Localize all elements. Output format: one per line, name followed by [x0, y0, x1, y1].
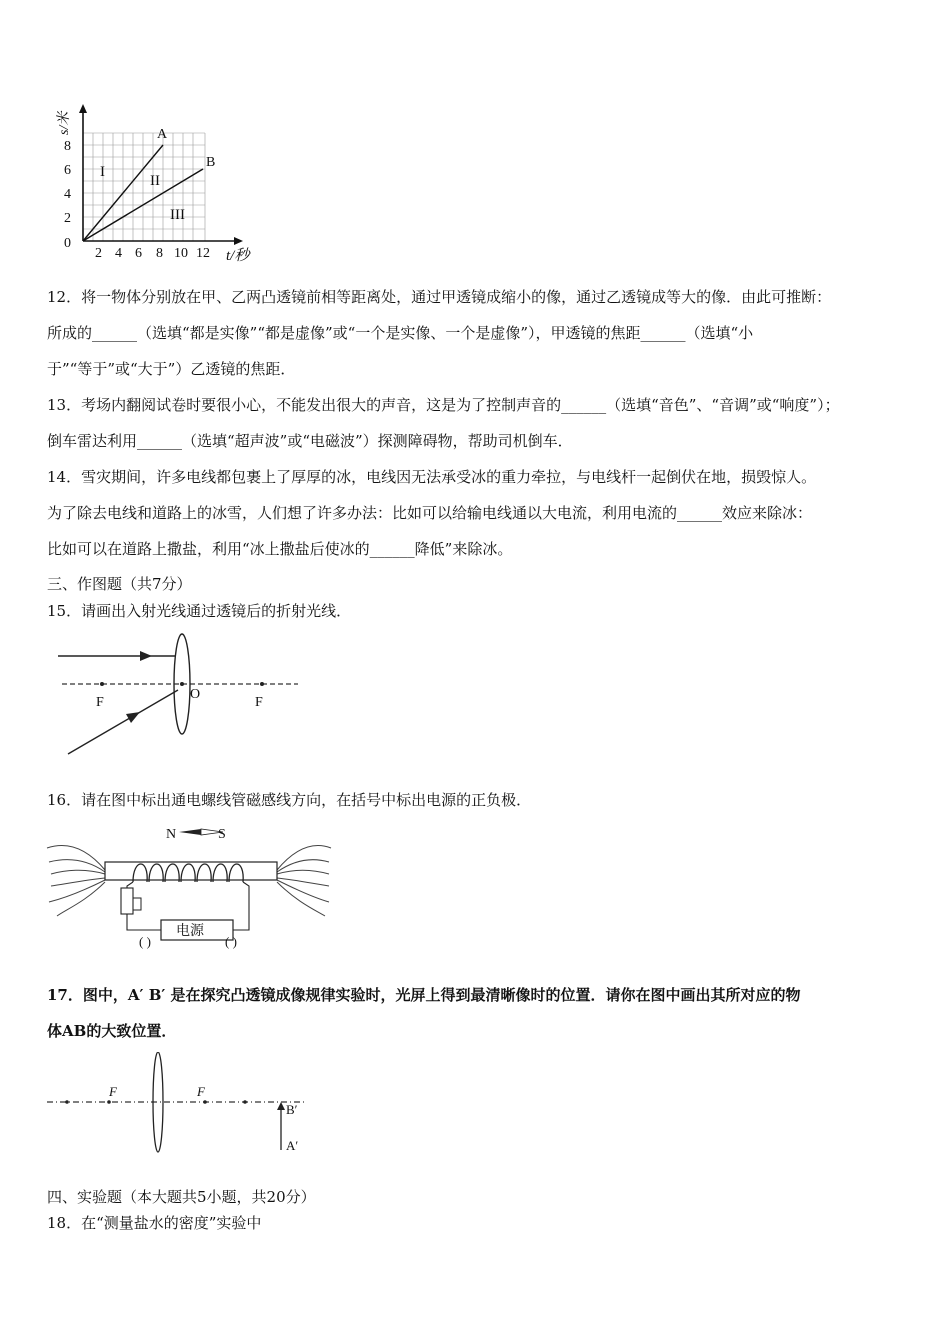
- region-3-label: III: [170, 207, 185, 223]
- q12-line-3: 于”“等于”或“大于”）乙透镜的焦距．: [47, 360, 296, 378]
- bracket-left: ( ): [139, 934, 151, 949]
- dot-far-left: [65, 1100, 69, 1104]
- field-lines-left: [47, 846, 105, 916]
- line-a-label: A: [157, 127, 168, 142]
- incident-ray-through-focus: [68, 690, 178, 754]
- line-b-label: B: [206, 155, 216, 170]
- q16-solenoid-diagram: [45, 818, 335, 958]
- label-f-right: F: [197, 1084, 205, 1099]
- q14-line-1: 14．雪灾期间，许多电线都包裹上了厚厚的冰，电线因无法承受冰的重力牵拉，与电线杆一起倒伏在地，损毁惊人。: [47, 468, 817, 486]
- label-o: O: [190, 687, 201, 702]
- label-b-prime: B′: [286, 1102, 298, 1117]
- field-lines-right: [277, 846, 331, 916]
- q15-lens-diagram: [50, 630, 310, 770]
- y-axis-label: s/米: [57, 111, 72, 135]
- x-axis-label: t/秒: [226, 248, 250, 264]
- q18-text: 18．在“测量盐水的密度”实验中: [47, 1214, 262, 1232]
- image-arrow-head: [277, 1102, 285, 1110]
- x-tick-4: 4: [115, 246, 122, 261]
- x-tick-12: 12: [196, 246, 210, 261]
- label-f-left: F: [96, 695, 104, 710]
- compass-label-s: S: [218, 827, 226, 842]
- y-tick-6: 6: [64, 163, 71, 178]
- rheostat-slider: [133, 898, 141, 910]
- y-tick-8: 8: [64, 139, 71, 154]
- power-source-label: 电源: [176, 924, 204, 939]
- q14-line-2: 为了除去电线和道路上的冰雪，人们想了许多办法：比如可以给输电线通以大电流，利用电流的______效应来除冰：: [47, 504, 813, 522]
- dot-2f-right: [243, 1100, 247, 1104]
- focus-point-right: [260, 682, 264, 686]
- q14-line-3: 比如可以在道路上撒盐，利用“冰上撒盐后使冰的______降低”来除冰。: [47, 540, 513, 558]
- focus-point-left: [107, 1100, 111, 1104]
- y-axis-arrow: [79, 104, 87, 113]
- region-1-label: I: [100, 164, 105, 180]
- label-f-left: F: [109, 1084, 117, 1099]
- section-3-heading: 三、作图题（共7分）: [47, 575, 192, 593]
- region-2-label: II: [150, 173, 160, 189]
- st-graph: [40, 100, 280, 265]
- label-f-right: F: [255, 695, 263, 710]
- q17-lens-diagram: [45, 1052, 315, 1162]
- y-tick-2: 2: [64, 211, 71, 226]
- x-tick-6: 6: [135, 246, 142, 261]
- q12-line-2: 所成的______（选填“都是实像”“都是虚像”或“一个是实像、一个是虚像”），甲透镜的焦距______（选填“小: [47, 324, 754, 342]
- x-axis-arrow: [234, 237, 243, 245]
- q15-text: 15．请画出入射光线通过透镜后的折射光线．: [47, 602, 352, 620]
- q13-line-2: 倒车雷达利用______（选填“超声波”或“电磁波”）探测障碍物，帮助司机倒车．: [47, 432, 573, 450]
- focus-point-left: [100, 682, 104, 686]
- q16-text: 16．请在图中标出通电螺线管磁感线方向，在括号中标出电源的正负极．: [47, 791, 532, 809]
- origin-label: 0: [64, 236, 71, 251]
- arrow-head-parallel: [140, 651, 152, 661]
- y-tick-4: 4: [64, 187, 71, 202]
- optical-center: [180, 682, 184, 686]
- q13-line-1: 13．考场内翻阅试卷时要很小心，不能发出很大的声音，这是为了控制声音的______（选填“音色”、“音调”或“响度”）；: [47, 396, 840, 414]
- focus-point-right: [203, 1100, 207, 1104]
- x-tick-10: 10: [174, 246, 188, 261]
- q12-line-1: 12．将一物体分别放在甲、乙两凸透镜前相等距离处，通过甲透镜成缩小的像，通过乙透镜成等大的像．由此可推断：: [47, 288, 832, 306]
- section-4-heading: 四、实验题（本大题共5小题，共20分）: [47, 1188, 316, 1206]
- x-tick-8: 8: [156, 246, 163, 261]
- label-a-prime: A′: [286, 1138, 299, 1153]
- q17-line-1: 17．图中，A′ B′ 是在探究凸透镜成像规律实验时，光屏上得到最清晰像时的位置．请你在图中画出其所对应的物: [47, 986, 801, 1004]
- x-tick-2: 2: [95, 246, 102, 261]
- graph-grid: [83, 133, 205, 241]
- bracket-right: ( ): [225, 934, 237, 949]
- compass-needle-n: [179, 829, 201, 835]
- q17-line-2: 体AB的大致位置．: [47, 1022, 177, 1040]
- arrow-head-focus: [126, 712, 140, 723]
- rheostat: [121, 888, 133, 914]
- compass-label-n: N: [166, 827, 177, 842]
